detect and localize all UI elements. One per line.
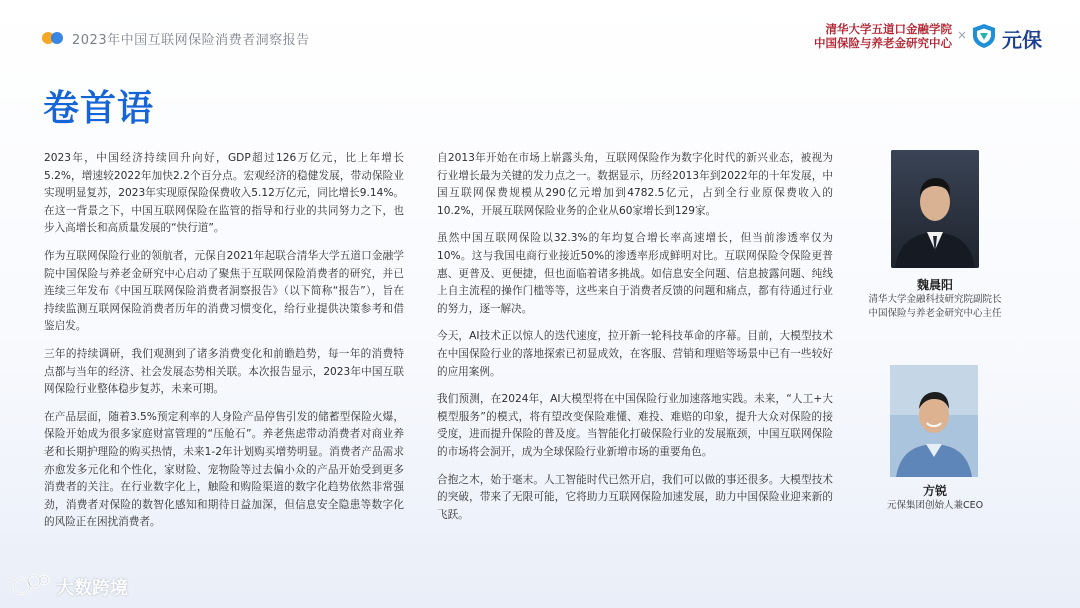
header — [0, 0, 1080, 70]
brand-shield-icon — [970, 22, 998, 50]
portrait-image — [891, 150, 979, 268]
author-name: 方锐 — [922, 484, 947, 498]
author-title: 清华大学金融科技研究院副院长 中国保险与养老金研究中心主任 — [868, 294, 1002, 319]
paragraph: 今天，AI技术正以惊人的迭代速度，拉开新一轮科技革命的序幕。目前，大模型技术在中国保险行业的落地探索已初显成效，在客服、营销和理赔等场景中已有一些较好的应用案例。 — [437, 330, 833, 378]
portrait-image — [890, 362, 978, 480]
brand-name: 元保 — [1002, 28, 1042, 52]
report-title: 2023年中国互联网保险消费者洞察报告 — [72, 33, 310, 48]
author-photo — [890, 362, 978, 480]
page-title: 卷首语 — [43, 88, 155, 129]
left-text-column — [44, 150, 404, 542]
watermark-text: 大数跨境 — [56, 578, 128, 599]
paragraph: 在产品层面，随着3.5%预定利率的人身险产品停售引发的储蓄型保险火爆，保险开始成为很多家庭财富管理的“压舱石”。养老焦虑带动消费者对商业养老和长期护理险的购买热情，未来1-2年计划购买增势明显。消费者产品需求亦愈发多元化和个性化，家财险、宠物险等过去偏小众的产品开始受到更多消费者的关注。在行业数字化上，触险和购险渠道的数字化趋势依然非常强劲，消费者对保险的数智化感知和期待日益加深，但信息安全隐患等数字化的风险正在困扰消费者。 — [44, 410, 404, 529]
watermark-logo-icon — [12, 572, 52, 598]
institution-line2: 中国保险与养老金研究中心 — [814, 36, 952, 50]
author-title: 元保集团创始人兼CEO — [886, 500, 984, 511]
institution-logo-text — [812, 22, 952, 50]
times-symbol: × — [957, 28, 968, 42]
partner-logos — [812, 20, 1042, 56]
paragraph: 作为互联网保险行业的领航者，元保自2021年起联合清华大学五道口金融学院中国保险与养老金研究中心启动了聚焦于互联网保险消费者的研究，并已连续三年发布《中国互联网保险消费者洞察报告》（以下简称“报告”），旨在持续监测互联网保险消费者历年的消费习惯变化，给行业提供决策参考和借鉴启发。 — [44, 249, 404, 333]
report-dots-icon — [42, 32, 66, 44]
middle-text-column — [437, 150, 833, 534]
paragraph: 合抱之木，始于毫末。人工智能时代已然开启，我们可以做的事还很多。大模型技术的突破，带来了无限可能，它将助力互联网保险加速发展，助力中国保险业迎来新的飞跃。 — [437, 473, 833, 521]
paragraph: 三年的持续调研，我们观测到了诸多消费变化和前瞻趋势，每一年的消费特点都与当年的经济、社会发展态势相关联。本次报告显示，2023年中国互联网保险行业整体稳步复苏，未来可期。 — [44, 347, 404, 396]
paragraph: 我们预测，在2024年，AI大模型将在中国保险行业加速落地实践。未来，“人工+大模型服务”的模式，将有望改变保险难懂、难投、难赔的印象，提升大众对保险的接受度，进而提升保险的普及度。当智能化打破保险行业的发展瓶颈，中国互联网保险的市场将会洞开，成为全球保险行业新增市场的重要角色。 — [437, 393, 833, 458]
author-name: 魏晨阳 — [916, 278, 953, 292]
watermark — [12, 572, 152, 598]
institution-line1: 清华大学五道口金融学院 — [825, 22, 952, 36]
author-photo — [891, 150, 979, 268]
paragraph: 2023年，中国经济持续回升向好，GDP超过126万亿元，比上年增长5.2%，增速较2022年加快2.2个百分点。宏观经济的稳健发展，带动保险业实现明显复苏，2023年实现原保险保费收入5.12万亿元，同比增长9.14%。在这一背景之下，中国互联网保险在监管的指导和行业的共同努力之下，也步入高增长和高质量发展的“快行道”。 — [44, 152, 404, 235]
paragraph: 自2013年开始在市场上崭露头角，互联网保险作为数字化时代的新兴业态，被视为行业增长最为关键的发力点之一。数据显示，历经2013年到2022年的十年发展，中国互联网保费规模从290亿元增加到4782.5亿元，占到全行业原保费收入的10.2%，开展互联网保险业务的企业从60家增长到129家。 — [437, 152, 833, 217]
paragraph: 虽然中国互联网保险以32.3%的年均复合增长率高速增长，但当前渗透率仅为10%。这与我国电商行业接近50%的渗透率形成鲜明对比。互联网保险令保险更普惠、更普及、更便捷，但也面临着诸多挑战。如信息安全问题、信息披露问题、纯线上自主流程的操作门槛等等，这些来自于消费者反馈的问题和痛点，都有待通过行业的努力，逐一解决。 — [437, 232, 833, 315]
